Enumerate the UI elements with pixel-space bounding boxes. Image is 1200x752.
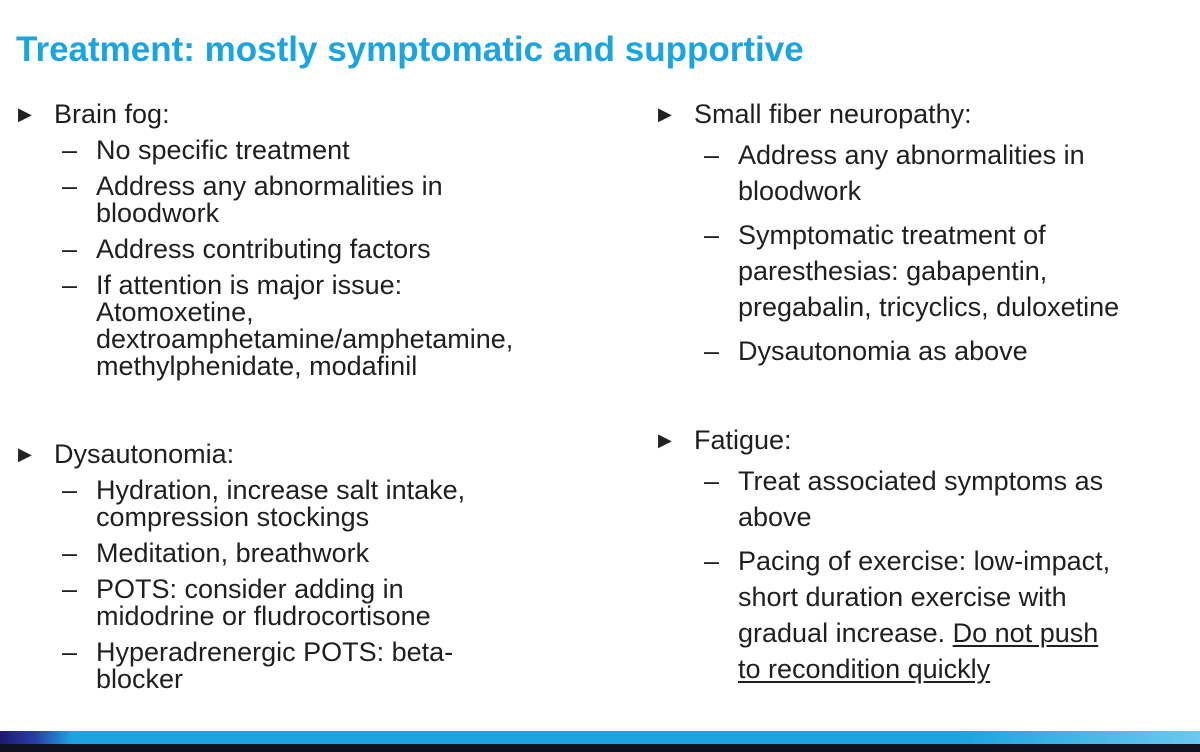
footer-edge	[0, 744, 1200, 752]
triangle-bullet-icon: ▶	[18, 444, 32, 464]
dash-bullet-icon: –	[704, 546, 720, 576]
section-small-fiber-neuropathy	[658, 99, 1188, 369]
dash-bullet-icon: –	[62, 234, 78, 264]
dash-bullet-icon: –	[704, 220, 720, 250]
section-fatigue	[658, 425, 1188, 687]
list-item	[62, 173, 578, 227]
dash-bullet-icon: –	[62, 171, 78, 201]
small-fiber-list	[704, 137, 1188, 369]
dash-bullet-icon: –	[62, 270, 78, 300]
list-item	[704, 463, 1188, 535]
item-line: Hydration, increase salt intake,	[96, 475, 466, 505]
dysautonomia-list	[62, 477, 578, 693]
item-text	[738, 463, 1103, 535]
item-line: Pacing of exercise: low-impact,	[738, 546, 1111, 576]
heading-brain-fog: Brain fog:	[54, 99, 170, 129]
item-line: Address any abnormalities in	[96, 171, 443, 201]
item-text	[96, 477, 465, 531]
item-line: POTS: consider adding in	[96, 574, 404, 604]
item-line: Dysautonomia as above	[738, 336, 1028, 366]
dash-bullet-icon: –	[62, 574, 78, 604]
list-item	[62, 540, 578, 567]
heading-dysautonomia: Dysautonomia:	[54, 439, 235, 469]
item-text	[96, 236, 431, 263]
item-text	[738, 543, 1110, 687]
dash-bullet-icon: –	[704, 140, 720, 170]
dash-bullet-icon: –	[62, 475, 78, 505]
item-line: Hyperadrenergic POTS: beta-	[96, 637, 454, 667]
item-line: gradual increase.	[738, 618, 953, 648]
heading-fatigue: Fatigue:	[694, 425, 792, 455]
item-line: Meditation, breathwork	[96, 538, 370, 568]
brain-fog-list	[62, 137, 578, 380]
triangle-bullet-icon: ▶	[658, 104, 672, 124]
item-line: Atomoxetine,	[96, 297, 254, 327]
triangle-bullet-icon: ▶	[658, 430, 672, 450]
item-line: No specific treatment	[96, 135, 350, 165]
list-item	[704, 217, 1188, 325]
section-brain-fog	[18, 99, 578, 380]
item-line: paresthesias: gabapentin,	[738, 256, 1048, 286]
list-item	[62, 236, 578, 263]
item-line: pregabalin, tricyclics, duloxetine	[738, 292, 1120, 322]
item-line: midodrine or fludrocortisone	[96, 601, 431, 631]
section-dysautonomia	[18, 439, 578, 693]
dash-bullet-icon: –	[704, 336, 720, 366]
list-item	[704, 543, 1188, 687]
item-line: bloodwork	[738, 176, 862, 206]
list-item	[62, 639, 578, 693]
dash-bullet-icon: –	[704, 466, 720, 496]
item-text	[738, 333, 1028, 369]
underlined-emphasis: to recondition quickly	[738, 654, 991, 684]
item-line: If attention is major issue:	[96, 270, 403, 300]
item-line: Treat associated symptoms as	[738, 466, 1104, 496]
item-line: blocker	[96, 664, 184, 694]
item-text	[96, 272, 513, 380]
list-item	[62, 137, 578, 164]
item-text	[96, 639, 453, 693]
dash-bullet-icon: –	[62, 135, 78, 165]
list-item	[704, 137, 1188, 209]
item-line: compression stockings	[96, 502, 370, 532]
item-line: Address any abnormalities in	[738, 140, 1085, 170]
slide-title: Treatment: mostly symptomatic and supportive	[16, 30, 804, 69]
list-item	[62, 576, 578, 630]
underlined-emphasis: Do not push	[952, 618, 1099, 648]
item-line: dextroamphetamine/amphetamine,	[96, 324, 514, 354]
item-text	[738, 137, 1085, 209]
item-line: Symptomatic treatment of	[738, 220, 1046, 250]
list-item	[62, 272, 578, 380]
fatigue-list	[704, 463, 1188, 687]
item-text	[738, 217, 1119, 325]
triangle-bullet-icon: ▶	[18, 104, 32, 124]
list-item	[704, 333, 1188, 369]
item-line: methylphenidate, modafinil	[96, 351, 418, 381]
item-line: bloodwork	[96, 198, 220, 228]
item-text	[96, 576, 431, 630]
list-item	[62, 477, 578, 531]
heading-small-fiber-neuropathy: Small fiber neuropathy:	[694, 99, 972, 129]
item-text	[96, 137, 350, 164]
item-line: short duration exercise with	[738, 582, 1067, 612]
bullet-heading-row	[18, 439, 578, 469]
item-line: above	[738, 502, 812, 532]
bullet-heading-row	[18, 99, 578, 129]
item-text	[96, 540, 369, 567]
item-text	[96, 173, 443, 227]
dash-bullet-icon: –	[62, 637, 78, 667]
bullet-heading-row	[658, 99, 1188, 129]
bullet-heading-row	[658, 425, 1188, 455]
dash-bullet-icon: –	[62, 538, 78, 568]
item-line: Address contributing factors	[96, 234, 431, 264]
